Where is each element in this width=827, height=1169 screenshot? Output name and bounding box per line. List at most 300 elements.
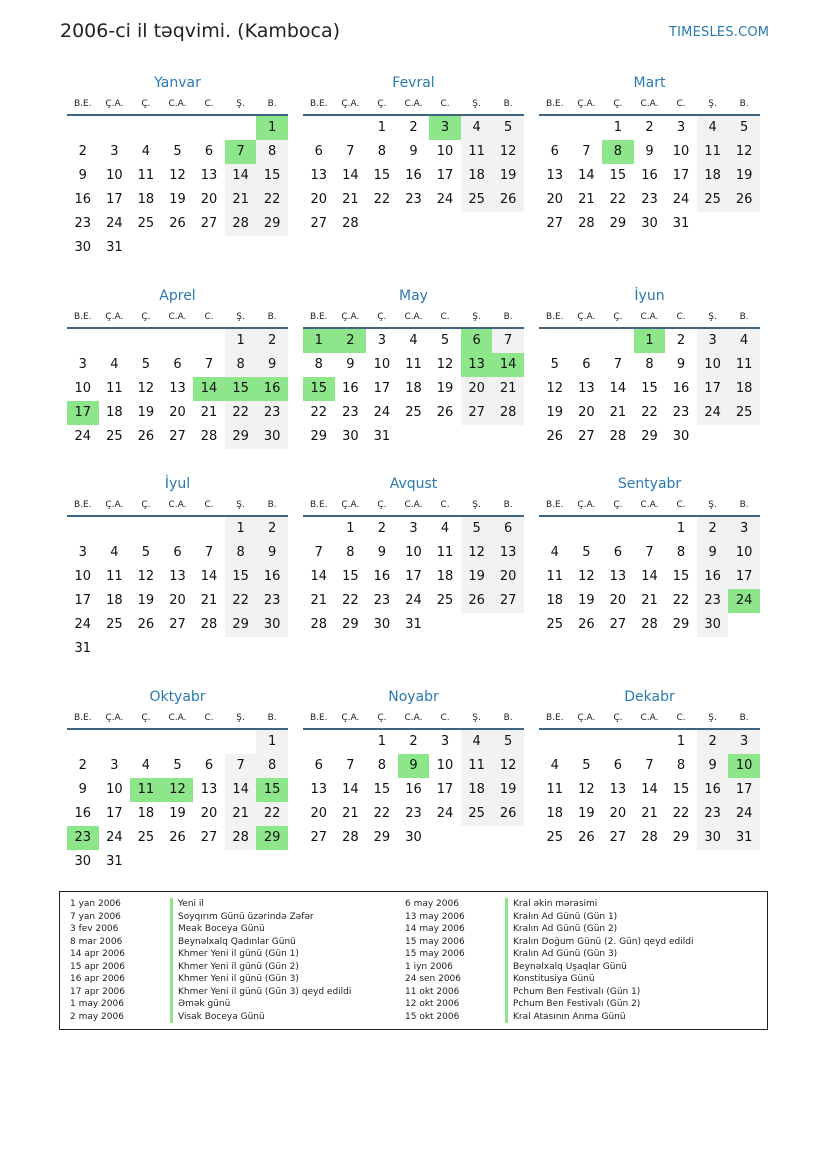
day-cell: 28	[641, 830, 658, 845]
legend-row	[405, 948, 693, 961]
day-cell: 11	[697, 140, 729, 164]
day-cell: 11	[461, 754, 493, 778]
empty-cell	[193, 116, 225, 140]
weekday-label: Ç.A.	[105, 312, 124, 322]
day-cell: 21	[200, 405, 218, 420]
day-cell: 17	[106, 192, 123, 207]
day-cell: 28	[641, 617, 658, 632]
weekday-label: C.	[440, 312, 450, 322]
day-cell: 19	[461, 565, 493, 589]
empty-cell	[303, 116, 335, 140]
empty-cell	[67, 116, 99, 140]
day-cell: 28	[609, 429, 627, 444]
weekday-label: B.E.	[73, 500, 92, 510]
day-cell: 7	[346, 144, 355, 159]
day-cell: 14	[310, 569, 328, 584]
empty-cell	[162, 730, 194, 754]
day-cell: 19	[492, 164, 524, 188]
day-cell: 24	[728, 589, 760, 613]
day-cell: 16	[74, 192, 92, 207]
weekday-label: B.E.	[309, 500, 328, 510]
legend-holiday-name: Khmer Yeni il günü (Gün 3)	[170, 973, 299, 986]
day-cell: 3	[728, 517, 760, 541]
legend-holiday-name: Əmək günü	[170, 998, 230, 1011]
day-cell: 20	[578, 405, 595, 420]
weekday-label: Ç.	[141, 500, 151, 510]
day-cell: 13	[310, 782, 328, 797]
day-cell: 10	[697, 353, 729, 377]
day-cell: 27	[169, 429, 186, 444]
legend-date: 15 apr 2006	[70, 961, 126, 972]
weekday-label: Ç.	[613, 713, 623, 723]
day-cell: 20	[609, 806, 627, 821]
day-cell: 29	[342, 617, 359, 632]
day-cell: 25	[546, 617, 564, 632]
day-cell: 18	[546, 593, 564, 608]
day-cell: 8	[225, 353, 257, 377]
day-cell: 27	[200, 830, 218, 845]
holiday-legend	[59, 891, 768, 1030]
day-cell: 5	[492, 730, 524, 754]
weekday-label: B.	[267, 99, 277, 109]
day-cell: 16	[697, 565, 729, 589]
day-cell: 7	[582, 144, 591, 159]
legend-row	[70, 973, 351, 986]
empty-cell	[539, 116, 571, 140]
month-4	[67, 285, 288, 449]
day-cell: 16	[641, 168, 658, 183]
empty-cell	[162, 116, 194, 140]
weekday-label: Ç.A.	[105, 99, 124, 109]
legend-date: 15 okt 2006	[405, 1011, 460, 1022]
weekday-label: C.A.	[168, 713, 187, 723]
day-cell: 20	[492, 565, 524, 589]
empty-cell	[162, 517, 194, 541]
legend-holiday-name: Beynəlxalq Qadınlar Günü	[170, 936, 296, 949]
weekday-header	[303, 708, 524, 730]
day-cell: 30	[342, 429, 359, 444]
day-cell: 10	[672, 144, 690, 159]
day-cell: 24	[373, 405, 391, 420]
empty-cell	[539, 517, 571, 541]
day-cell: 1	[676, 521, 686, 536]
day-grid	[539, 116, 760, 236]
day-cell: 15	[672, 569, 690, 584]
weekday-label: Ç.	[377, 99, 387, 109]
day-cell: 24	[436, 192, 454, 207]
legend-date: 12 okt 2006	[405, 999, 460, 1009]
day-cell: 30	[74, 854, 92, 869]
day-cell: 27	[310, 216, 328, 231]
weekday-label: C.	[440, 500, 450, 510]
day-cell: 4	[550, 545, 559, 560]
day-cell: 22	[672, 593, 690, 608]
day-cell: 26	[169, 830, 186, 845]
legend-row	[405, 961, 693, 974]
day-cell: 16	[672, 381, 690, 396]
day-cell: 4	[110, 357, 119, 372]
day-cell: 27	[609, 617, 627, 632]
weekday-header	[539, 495, 760, 517]
day-cell: 30	[74, 240, 92, 255]
day-cell: 10	[106, 782, 123, 797]
weekday-header	[67, 94, 288, 116]
day-cell: 30	[373, 617, 391, 632]
day-cell: 21	[492, 377, 524, 401]
day-cell: 14	[342, 168, 359, 183]
day-cell: 13	[200, 168, 218, 183]
day-cell: 8	[676, 758, 686, 773]
day-cell: 15	[373, 782, 391, 797]
legend-row	[405, 973, 693, 986]
legend-date: 6 may 2006	[405, 899, 459, 909]
day-cell: 22	[609, 192, 627, 207]
month-7	[67, 473, 288, 661]
day-cell: 3	[440, 734, 450, 749]
day-cell: 12	[492, 140, 524, 164]
day-cell: 3	[78, 545, 87, 560]
day-cell: 17	[697, 377, 729, 401]
weekday-label: C.	[204, 500, 214, 510]
legend-row	[405, 986, 693, 999]
day-cell: 24	[74, 617, 92, 632]
day-cell: 9	[398, 754, 430, 778]
day-cell: 1	[634, 329, 666, 353]
day-cell: 28	[225, 212, 257, 236]
month-8	[303, 473, 524, 637]
month-name: Mart	[633, 75, 666, 91]
day-cell: 27	[169, 617, 186, 632]
day-cell: 21	[578, 192, 595, 207]
day-cell: 30	[641, 216, 658, 231]
day-cell: 10	[436, 758, 454, 773]
day-cell: 10	[436, 144, 454, 159]
day-cell: 31	[405, 617, 422, 632]
day-cell: 23	[256, 401, 288, 425]
day-cell: 6	[314, 144, 323, 159]
legend-row	[405, 911, 693, 924]
legend-row	[405, 1011, 693, 1024]
day-cell: 13	[169, 381, 186, 396]
day-cell: 3	[728, 730, 760, 754]
day-cell: 17	[67, 401, 99, 425]
legend-holiday-name: Khmer Yeni il günü (Gün 1)	[170, 948, 299, 961]
day-cell: 20	[169, 593, 186, 608]
day-cell: 14	[225, 778, 257, 802]
weekday-label: C.	[204, 99, 214, 109]
month-name: Aprel	[159, 288, 196, 304]
day-cell: 15	[256, 164, 288, 188]
legend-date: 3 fev 2006	[70, 924, 119, 934]
day-cell: 16	[256, 565, 288, 589]
day-cell: 12	[578, 782, 595, 797]
weekday-label: C.	[676, 99, 686, 109]
day-cell: 9	[377, 545, 387, 560]
day-cell: 7	[645, 758, 654, 773]
month-name: Yanvar	[154, 75, 201, 91]
day-cell: 23	[405, 192, 422, 207]
day-cell: 12	[436, 357, 454, 372]
day-cell: 1	[377, 734, 387, 749]
day-cell: 25	[461, 188, 493, 212]
weekday-label: Ç.A.	[341, 713, 360, 723]
empty-cell	[130, 517, 162, 541]
empty-cell	[130, 329, 162, 353]
day-cell: 15	[609, 168, 627, 183]
day-cell: 9	[697, 754, 729, 778]
day-cell: 22	[256, 188, 288, 212]
day-cell: 16	[74, 806, 92, 821]
page-title: 2006-ci il təqvimi. (Kamboca)	[60, 20, 341, 42]
day-cell: 24	[106, 216, 123, 231]
weekday-label: B.E.	[73, 99, 92, 109]
day-cell: 27	[461, 401, 493, 425]
weekday-label: C.A.	[640, 713, 659, 723]
weekday-header	[67, 495, 288, 517]
day-cell: 3	[697, 329, 729, 353]
weekday-label: Ç.A.	[577, 500, 596, 510]
day-cell: 31	[74, 641, 92, 656]
day-cell: 2	[256, 517, 288, 541]
month-3	[539, 72, 760, 236]
day-cell: 22	[225, 401, 257, 425]
day-cell: 25	[461, 802, 493, 826]
day-cell: 3	[110, 758, 119, 773]
day-cell: 9	[346, 357, 355, 372]
day-cell: 20	[310, 192, 328, 207]
day-cell: 4	[409, 333, 418, 348]
legend-row	[70, 961, 351, 974]
day-cell: 22	[256, 802, 288, 826]
legend-row	[70, 986, 351, 999]
day-cell: 26	[137, 429, 155, 444]
legend-row	[405, 898, 693, 911]
day-cell: 1	[613, 120, 623, 135]
day-cell: 6	[613, 545, 623, 560]
day-cell: 13	[310, 168, 328, 183]
day-cell: 12	[169, 168, 186, 183]
day-grid	[303, 730, 524, 850]
day-cell: 5	[440, 333, 450, 348]
day-cell: 4	[461, 116, 493, 140]
day-cell: 21	[342, 806, 359, 821]
day-cell: 18	[461, 778, 493, 802]
day-cell: 2	[335, 329, 367, 353]
legend-date: 11 okt 2006	[405, 986, 460, 997]
day-cell: 8	[256, 140, 288, 164]
day-cell: 14	[641, 569, 658, 584]
day-cell: 23	[373, 593, 391, 608]
legend-holiday-name: Kral Atasının Anma Günü	[505, 1011, 626, 1024]
day-cell: 2	[645, 120, 654, 135]
day-grid	[539, 517, 760, 637]
day-cell: 31	[106, 240, 123, 255]
weekday-label: C.	[440, 713, 450, 723]
month-name: Dekabr	[624, 689, 675, 705]
legend-holiday-name: Konstitusiya Günü	[505, 973, 595, 986]
day-cell: 11	[106, 381, 123, 396]
day-cell: 25	[106, 617, 123, 632]
day-cell: 14	[200, 569, 218, 584]
weekday-label: C.A.	[640, 500, 659, 510]
day-cell: 11	[461, 140, 493, 164]
weekday-label: Ç.	[613, 99, 623, 109]
day-cell: 28	[578, 216, 595, 231]
day-cell: 5	[550, 357, 559, 372]
empty-cell	[130, 730, 162, 754]
day-cell: 6	[173, 545, 182, 560]
day-cell: 20	[609, 593, 627, 608]
day-cell: 26	[169, 216, 186, 231]
day-cell: 19	[137, 593, 155, 608]
day-cell: 13	[609, 569, 627, 584]
day-cell: 13	[492, 541, 524, 565]
day-cell: 26	[492, 188, 524, 212]
day-cell: 3	[429, 116, 461, 140]
day-cell: 1	[225, 329, 257, 353]
weekday-label: B.	[739, 312, 749, 322]
weekday-label: C.A.	[404, 713, 423, 723]
empty-cell	[193, 517, 225, 541]
day-cell: 10	[106, 168, 123, 183]
day-cell: 4	[141, 758, 151, 773]
empty-cell	[571, 730, 603, 754]
day-cell: 1	[225, 517, 257, 541]
day-cell: 27	[609, 830, 627, 845]
brand-link[interactable]: TIMESLES.COM	[669, 25, 770, 40]
day-cell: 25	[137, 216, 155, 231]
day-cell: 16	[342, 381, 359, 396]
day-cell: 8	[377, 144, 387, 159]
day-cell: 9	[256, 353, 288, 377]
day-cell: 11	[137, 168, 155, 183]
day-cell: 31	[728, 826, 760, 850]
legend-date: 1 yan 2006	[70, 899, 121, 909]
day-cell: 26	[137, 617, 155, 632]
weekday-label: B.E.	[73, 713, 92, 723]
day-cell: 8	[602, 140, 634, 164]
day-cell: 1	[256, 116, 288, 140]
empty-cell	[193, 730, 225, 754]
day-cell: 2	[409, 734, 418, 749]
empty-cell	[99, 329, 131, 353]
day-cell: 23	[67, 826, 99, 850]
day-cell: 9	[256, 541, 288, 565]
day-cell: 29	[256, 826, 288, 850]
day-cell: 23	[405, 806, 422, 821]
legend-holiday-name: Beynəlxalq Uşaqlar Günü	[505, 961, 627, 974]
weekday-header	[303, 495, 524, 517]
weekday-label: Ş.	[236, 500, 245, 510]
weekday-label: Ş.	[472, 99, 481, 109]
day-cell: 19	[728, 164, 760, 188]
day-cell: 13	[461, 353, 493, 377]
day-cell: 8	[377, 758, 387, 773]
day-cell: 17	[728, 778, 760, 802]
month-12	[539, 686, 760, 850]
day-cell: 2	[409, 120, 418, 135]
day-grid	[303, 329, 524, 449]
day-cell: 5	[582, 545, 591, 560]
day-cell: 10	[728, 541, 760, 565]
day-cell: 17	[106, 806, 123, 821]
day-cell: 12	[137, 381, 155, 396]
legend-holiday-name: Pchum Ben Festivalı (Gün 2)	[505, 998, 640, 1011]
empty-cell	[602, 517, 634, 541]
day-cell: 14	[225, 164, 257, 188]
weekday-label: Ş.	[472, 713, 481, 723]
day-cell: 17	[436, 782, 454, 797]
empty-cell	[130, 116, 162, 140]
weekday-label: Ç.A.	[341, 312, 360, 322]
empty-cell	[99, 517, 131, 541]
weekday-header	[67, 708, 288, 730]
day-cell: 2	[697, 730, 729, 754]
weekday-label: Ş.	[236, 312, 245, 322]
day-cell: 18	[461, 164, 493, 188]
empty-cell	[303, 517, 335, 541]
day-cell: 14	[492, 353, 524, 377]
legend-holiday-name: Kralın Ad Günü (Gün 3)	[505, 948, 617, 961]
day-cell: 15	[225, 377, 257, 401]
day-cell: 14	[578, 168, 595, 183]
day-cell: 5	[173, 144, 182, 159]
weekday-label: B.	[267, 312, 277, 322]
day-cell: 17	[436, 168, 454, 183]
day-cell: 21	[310, 593, 328, 608]
day-cell: 15	[303, 377, 335, 401]
weekday-label: Ç.	[141, 312, 151, 322]
weekday-label: Ş.	[708, 312, 717, 322]
weekday-label: C.A.	[404, 500, 423, 510]
weekday-label: B.	[267, 500, 277, 510]
day-cell: 18	[405, 381, 422, 396]
weekday-label: Ç.	[613, 500, 623, 510]
legend-holiday-name: Yeni il	[170, 898, 204, 911]
day-cell: 10	[373, 357, 391, 372]
day-cell: 26	[461, 589, 493, 613]
day-cell: 20	[310, 806, 328, 821]
day-cell: 23	[74, 216, 92, 231]
weekday-label: C.A.	[168, 99, 187, 109]
day-cell: 17	[672, 168, 690, 183]
day-cell: 18	[137, 192, 155, 207]
month-11	[303, 686, 524, 850]
weekday-label: C.A.	[404, 99, 423, 109]
weekday-label: Ç.A.	[105, 713, 124, 723]
empty-cell	[99, 116, 131, 140]
empty-cell	[162, 329, 194, 353]
day-cell: 20	[169, 405, 186, 420]
day-cell: 28	[225, 826, 257, 850]
legend-holiday-name: Khmer Yeni il günü (Gün 2)	[170, 961, 299, 974]
legend-row	[70, 948, 351, 961]
empty-cell	[225, 116, 257, 140]
day-cell: 25	[405, 405, 422, 420]
weekday-label: Ş.	[472, 500, 481, 510]
day-cell: 18	[728, 377, 760, 401]
day-cell: 30	[256, 613, 288, 637]
day-cell: 8	[314, 357, 323, 372]
weekday-header	[539, 94, 760, 116]
day-cell: 4	[440, 521, 450, 536]
day-cell: 22	[225, 589, 257, 613]
weekday-label: C.A.	[640, 99, 659, 109]
day-cell: 26	[578, 617, 595, 632]
day-cell: 12	[546, 381, 564, 396]
day-cell: 28	[342, 216, 359, 231]
weekday-label: Ç.	[377, 713, 387, 723]
